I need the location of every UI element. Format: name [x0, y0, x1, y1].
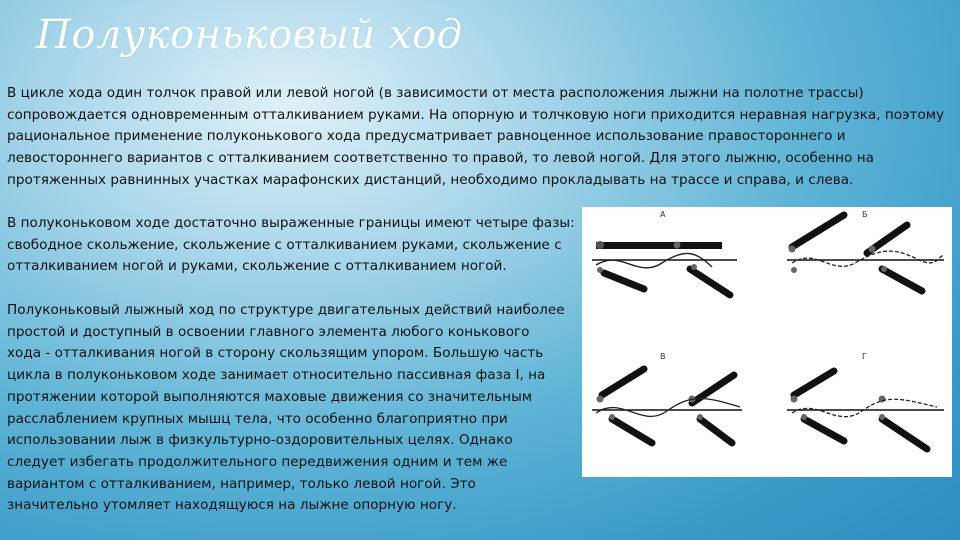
paragraph-intro: В цикле хода один толчок правой или левой ногой (в зависимости от места расположения лыжни на полотне трассы) сопровождается одновременным отталкиванием руками. На опорную и толчковую ноги приходится неравная нагрузка, поэтому рациональное применение полуконькового хода предусматривает равноценное использование правостороннего и левостороннего вариантов с отталкиванием соответственно то правой, то левой ногой. Для этого лыжню, особенно на протяженных равнинных участках марафонских дистанций, необходимо прокладывать на трассе и справа, и слева. [7, 85, 945, 188]
ski-lower-left [804, 419, 844, 441]
ski-upper-left [602, 369, 644, 395]
ski-upper [794, 371, 834, 395]
technique-diagram-svg [582, 207, 952, 477]
trajectory-curve [596, 399, 740, 417]
binding-dot [791, 267, 797, 273]
panel-b [787, 210, 944, 291]
ski-upper [596, 242, 722, 249]
ski-lower-right [882, 419, 927, 449]
panel-d-label: Г [862, 352, 867, 361]
panel-c-label: В [660, 352, 666, 361]
binding-dot [597, 396, 604, 403]
binding-dot [674, 242, 681, 249]
ski-lower [604, 273, 644, 289]
ski-right [690, 269, 730, 295]
binding-dot [789, 246, 796, 253]
panel-a-label: А [660, 210, 666, 219]
binding-dot [869, 246, 876, 253]
ski-tip-dot [596, 241, 604, 249]
ski-lower [882, 269, 922, 291]
ski-tip-dot [597, 267, 603, 273]
binding-dot [879, 414, 885, 420]
paragraph-structure: Полуконьковый лыжный ход по структуре двигательных действий наиболее простой и доступный в освоении главного элемента любого конькового хода - отталкивания ногой в сторону скользящим упором. Большую часть цикла в полуконьковом ходе занимает относительно пассивная фаза I, на протяжении которой выполняются маховые движения со значительным расслаблением крупных мышц тела, что особенно благоприятно при использовании лыж в физкультурно-оздоровительных целях. Однако следует избегать продолжительного передвижения одним и тем же вариантом с отталкиванием, например, только левой ногой. Это значительно утомляет находящуюся на лыжне опорную ногу. [7, 302, 565, 514]
binding-dot [609, 414, 615, 420]
binding-dot [697, 414, 703, 420]
panel-b-label: Б [862, 210, 868, 219]
ski-upper-left [792, 215, 844, 247]
ski-lower-left [612, 419, 652, 443]
paragraph-phases: В полуконьковом ходе достаточно выраженные границы имеют четыре фазы: свободное скольжение, скольжение с отталкиванием руками, скольжение с отталкиванием ногой и руками, скольжение с отталкиванием ногой. [7, 215, 575, 275]
binding-dot [801, 414, 807, 420]
binding-dot [881, 266, 887, 272]
panel-c [592, 352, 742, 443]
ski-lower-right [700, 419, 732, 443]
trajectory-curve [792, 399, 937, 416]
slide-title: Полуконьковый ход [36, 12, 463, 58]
binding-dot [691, 264, 697, 270]
binding-dot [791, 396, 798, 403]
panel-d [787, 352, 944, 449]
panel-a [592, 210, 737, 295]
technique-diagram [582, 207, 952, 477]
